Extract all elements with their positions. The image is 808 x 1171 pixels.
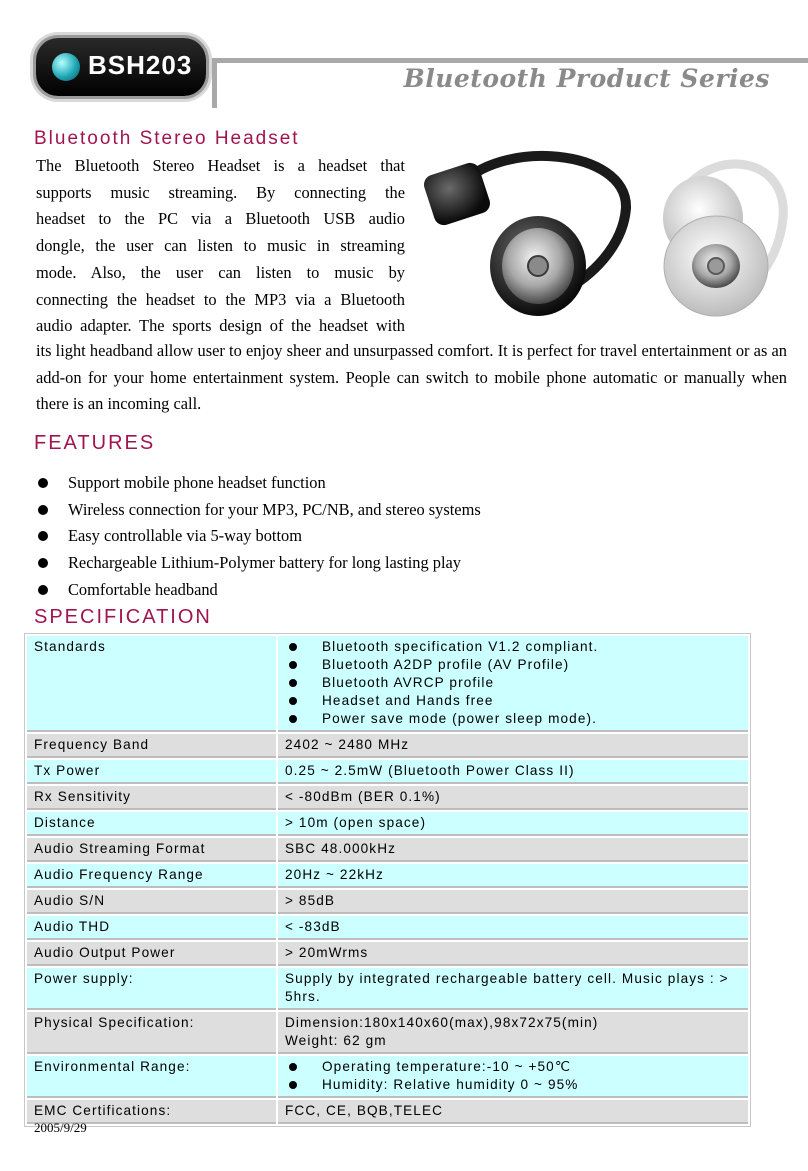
spec-label: Audio THD — [27, 916, 276, 940]
intro-line: connecting the headset to the MP3 via a Bluetooth — [36, 289, 405, 309]
dimension-text: Dimension:180x140x60(max),98x72x75(min) — [285, 1015, 599, 1030]
badge-dot-icon — [52, 53, 80, 81]
features-title: FEATURES — [34, 432, 156, 454]
spec-label: Distance — [27, 812, 276, 836]
spec-label: Audio Streaming Format — [27, 838, 276, 862]
list-item — [285, 656, 742, 674]
headset-product-image — [418, 148, 790, 328]
spec-value: 20Hz ~ 22kHz — [278, 864, 748, 888]
spec-value: SBC 48.000kHz — [278, 838, 748, 862]
bullet-icon — [38, 531, 48, 541]
product-intro-continued: its light headband allow user to enjoy sheer and unsurpassed comfort. It is perfect for travel entertainment or as an add-on for your home entertainment system. People can switch to mobile phone automatic or manually when there is an incoming call. — [36, 341, 787, 414]
list-item — [36, 550, 481, 577]
list-item — [285, 638, 742, 656]
bullet-icon — [289, 679, 297, 687]
list-item — [285, 710, 742, 728]
list-item — [285, 1076, 742, 1094]
spec-label: Audio Frequency Range — [27, 864, 276, 888]
table-row — [27, 838, 748, 862]
bullet-icon — [289, 1063, 297, 1071]
footer-date: 2005/9/29 — [34, 1120, 87, 1135]
spec-label: Physical Specification: — [27, 1012, 276, 1054]
list-item — [36, 523, 481, 550]
bullet-icon — [38, 558, 48, 568]
table-row — [27, 1056, 748, 1098]
spec-label: Standards — [27, 636, 276, 732]
environment-list — [285, 1058, 742, 1094]
spec-label: EMC Certifications: — [27, 1100, 276, 1124]
table-row — [27, 636, 748, 732]
spec-value: FCC, CE, BQB,TELEC — [278, 1100, 748, 1124]
spec-label: Power supply: — [27, 968, 276, 1010]
spec-value: 0.25 ~ 2.5mW (Bluetooth Power Class II) — [278, 760, 748, 784]
list-item — [36, 470, 481, 497]
table-row — [27, 786, 748, 810]
spec-label: Audio S/N — [27, 890, 276, 914]
model-badge — [36, 38, 206, 96]
model-name: BSH203 — [88, 50, 193, 80]
table-row — [27, 1012, 748, 1054]
intro-line: headset to the PC via a Bluetooth USB audio — [36, 209, 405, 229]
table-row — [27, 942, 748, 966]
spec-label: Frequency Band — [27, 734, 276, 758]
bullet-icon — [38, 585, 48, 595]
bullet-icon — [289, 697, 297, 705]
weight-text: Weight: 62 gm — [285, 1033, 387, 1048]
spec-value: Supply by integrated rechargeable battery cell. Music plays : > 5hrs. — [278, 968, 748, 1010]
standard-text: Headset and Hands free — [322, 693, 494, 708]
spec-label: Audio Output Power — [27, 942, 276, 966]
feature-text: Comfortable headband — [68, 579, 218, 599]
list-item — [36, 497, 481, 524]
header-divider — [212, 58, 808, 63]
spec-value: 2402 ~ 2480 MHz — [278, 734, 748, 758]
spec-value: > 85dB — [278, 890, 748, 914]
spec-value: < -83dB — [278, 916, 748, 940]
spec-value — [278, 1012, 748, 1054]
feature-text: Rechargeable Lithium-Polymer battery for long lasting play — [68, 553, 461, 573]
intro-line: audio adapter. The sports design of the headset with — [36, 316, 405, 336]
spec-title: SPECIFICATION — [34, 606, 212, 628]
intro-line: supports music streaming. By connecting the — [36, 182, 405, 202]
standard-text: Bluetooth AVRCP profile — [322, 675, 495, 690]
standard-text: Power save mode (power sleep mode). — [322, 711, 597, 726]
spec-label: Tx Power — [27, 760, 276, 784]
bullet-icon — [289, 715, 297, 723]
table-row — [27, 890, 748, 914]
bullet-icon — [289, 1081, 297, 1089]
bullet-icon — [289, 643, 297, 651]
feature-text: Support mobile phone headset function — [68, 473, 326, 492]
standards-list — [285, 638, 742, 728]
product-title: Bluetooth Stereo Headset — [34, 128, 300, 149]
bullet-icon — [38, 478, 48, 488]
intro-line: dongle, the user can listen to music in streaming — [36, 236, 405, 256]
series-title: Bluetooth Product Series — [403, 64, 770, 93]
table-row — [27, 916, 748, 940]
intro-line: The Bluetooth Stereo Headset is a headset that — [36, 156, 405, 175]
product-intro — [36, 153, 405, 340]
spec-label: Rx Sensitivity — [27, 786, 276, 810]
spec-value: > 10m (open space) — [278, 812, 748, 836]
list-item — [36, 577, 481, 604]
table-row — [27, 1100, 748, 1124]
standard-text: Bluetooth specification V1.2 compliant. — [322, 639, 599, 654]
header-divider-vertical — [212, 58, 217, 108]
list-item — [285, 674, 742, 692]
list-item — [285, 1058, 742, 1076]
table-row — [27, 812, 748, 836]
spec-value: < -80dBm (BER 0.1%) — [278, 786, 748, 810]
list-item — [285, 692, 742, 710]
spec-label: Environmental Range: — [27, 1056, 276, 1098]
spec-value: > 20mWrms — [278, 942, 748, 966]
table-row — [27, 760, 748, 784]
spec-value — [278, 636, 748, 732]
table-row — [27, 734, 748, 758]
spec-table — [24, 633, 751, 1127]
environment-text: Humidity: Relative humidity 0 ~ 95% — [322, 1077, 579, 1092]
environment-text: Operating temperature:-10 ~ +50℃ — [322, 1059, 572, 1074]
table-row — [27, 864, 748, 888]
page-header — [0, 0, 808, 120]
spec-value — [278, 1056, 748, 1098]
feature-text: Easy controllable via 5-way bottom — [68, 526, 302, 546]
feature-text: Wireless connection for your MP3, PC/NB, and stereo systems — [68, 499, 481, 519]
table-row — [27, 968, 748, 1010]
intro-line: mode. Also, the user can listen to music by — [36, 262, 405, 282]
bullet-icon — [289, 661, 297, 669]
features-list — [36, 470, 481, 604]
standard-text: Bluetooth A2DP profile (AV Profile) — [322, 657, 570, 672]
bullet-icon — [38, 505, 48, 515]
